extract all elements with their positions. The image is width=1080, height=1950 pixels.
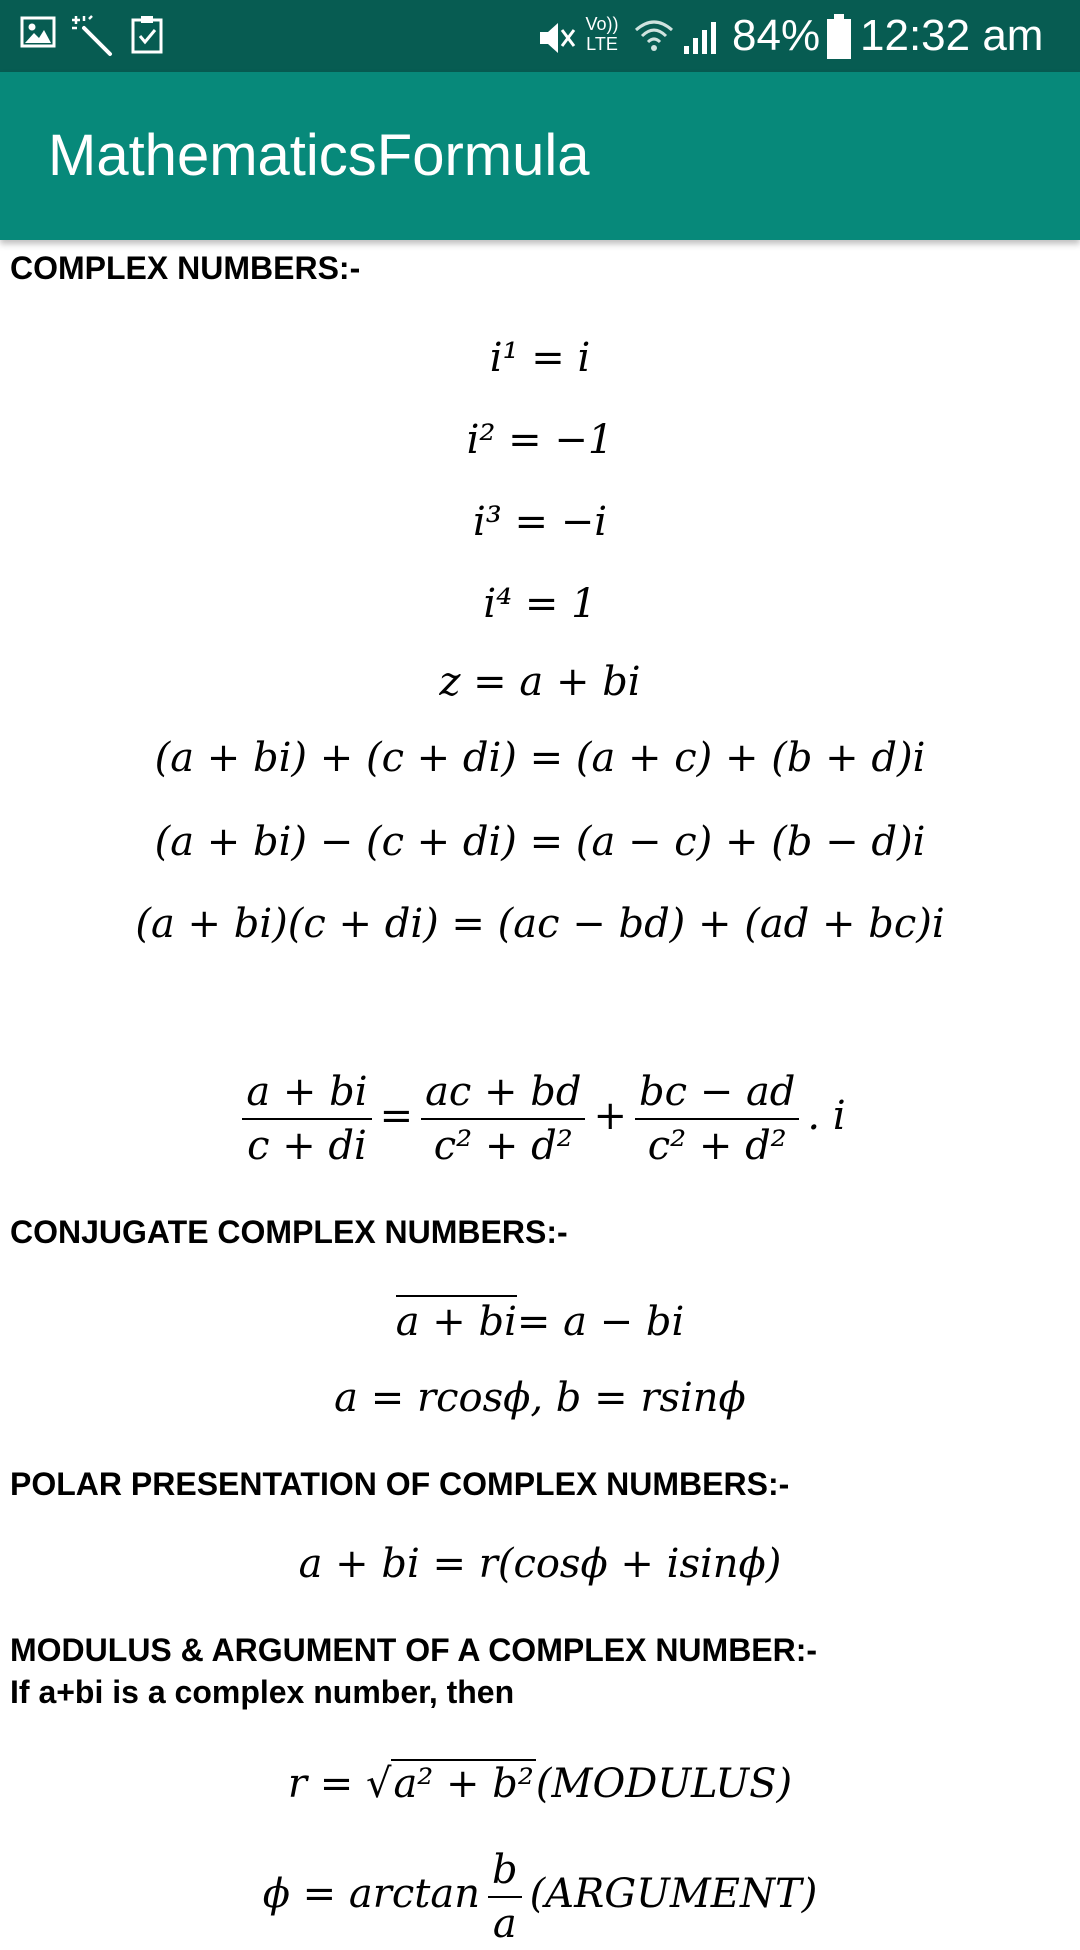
- formula-polar-parts: a = rcosϕ, b = rsinϕ: [334, 1375, 746, 1421]
- volte-bottom-text: LTE: [586, 34, 618, 54]
- modulus-intro-text: If a+bi is a complex number, then: [10, 1674, 515, 1710]
- conjugate-rhs: = a − bi: [516, 1299, 685, 1345]
- gallery-icon: [20, 14, 56, 50]
- system-icons: [536, 10, 1056, 62]
- fraction-denominator: a: [492, 1901, 517, 1947]
- volte-top-text: Vo)): [585, 14, 619, 34]
- fraction-numerator: a + bi: [242, 1066, 371, 1120]
- heading-conjugate: CONJUGATE COMPLEX NUMBERS:-: [10, 1214, 568, 1250]
- battery-percent: 84%: [732, 11, 821, 60]
- heading-polar: POLAR PRESENTATION OF COMPLEX NUMBERS:-: [10, 1466, 790, 1502]
- mute-icon: [536, 18, 576, 58]
- heading-modulus-argument: MODULUS & ARGUMENT OF A COMPLEX NUMBER:-: [10, 1632, 818, 1668]
- app-bar: [0, 72, 1080, 240]
- formula-i1: i¹ = i: [489, 335, 591, 381]
- division-fraction-1: [242, 1066, 371, 1172]
- equals-sign: =: [379, 1093, 414, 1139]
- battery-icon: [826, 14, 852, 60]
- plus-sign: +: [593, 1093, 627, 1139]
- radicand: a² + b²: [393, 1761, 534, 1807]
- formula-z: z = a + bi: [439, 659, 641, 705]
- formula-conjugate: [0, 1294, 1080, 1350]
- clock: 12:32 am: [860, 11, 1044, 60]
- formula-subtraction: (a + bi) − (c + di) = (a − c) + (b − d)i: [154, 819, 926, 865]
- modulus-label: (MODULUS): [535, 1761, 793, 1807]
- status-bar: [0, 0, 1080, 72]
- heading-complex-numbers: COMPLEX NUMBERS:-: [10, 250, 361, 286]
- modulus-lhs: r =: [287, 1761, 366, 1807]
- square-root: [366, 1756, 536, 1812]
- fraction-numerator: ac + bd: [421, 1066, 585, 1120]
- wifi-icon: [632, 16, 676, 56]
- fraction-denominator: c² + d²: [433, 1123, 573, 1169]
- formula-modulus: [0, 1756, 1080, 1812]
- formula-argument: [0, 1844, 1080, 1950]
- formula-polar: a + bi = r(cosϕ + isinϕ): [298, 1541, 782, 1587]
- volte-icon: [582, 14, 622, 58]
- fraction-numerator: bc − ad: [635, 1066, 799, 1120]
- imaginary-tail: . i: [807, 1093, 846, 1139]
- radical-sign-icon: √: [365, 1761, 392, 1807]
- fraction-denominator: c² + d²: [647, 1123, 787, 1169]
- argument-lhs: ϕ = arctan: [262, 1871, 480, 1917]
- formula-division: [0, 1066, 1080, 1172]
- signal-icon: [682, 18, 722, 58]
- division-fraction-3: [635, 1066, 799, 1172]
- magic-wand-icon: [70, 14, 114, 58]
- conjugate-overline-term: a + bi: [396, 1295, 517, 1345]
- task-check-icon: [130, 14, 164, 54]
- fraction-numerator: b: [488, 1844, 522, 1898]
- argument-label: (ARGUMENT): [529, 1871, 818, 1917]
- formula-addition: (a + bi) + (c + di) = (a + c) + (b + d)i: [154, 735, 926, 781]
- argument-fraction: [488, 1844, 522, 1950]
- formula-i3: i³ = −i: [472, 499, 608, 545]
- formula-multiplication: (a + bi)(c + di) = (ac − bd) + (ad + bc)i: [135, 901, 945, 947]
- division-fraction-2: [421, 1066, 585, 1172]
- app-title: MathematicsFormula: [48, 123, 590, 188]
- formula-i4: i⁴ = 1: [483, 581, 597, 627]
- formula-i2: i² = −1: [466, 417, 614, 463]
- formula-content[interactable]: [0, 240, 1080, 1947]
- fraction-denominator: c + di: [247, 1123, 367, 1169]
